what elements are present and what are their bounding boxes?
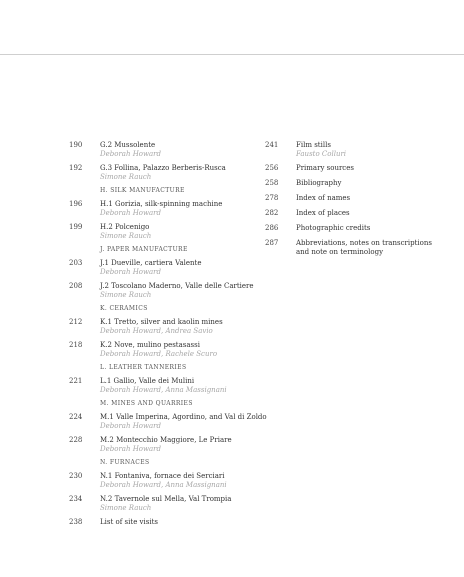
page-number: 199	[69, 223, 83, 231]
toc-left-column	[69, 141, 267, 533]
toc-entry[interactable]	[265, 239, 440, 257]
entry-title: N.1 Fontaniva, fornace dei Serciari	[100, 472, 225, 480]
toc-right-column	[265, 141, 440, 263]
page-number: 190	[69, 141, 83, 149]
page-number: 256	[265, 164, 279, 172]
section-heading-n-furnaces: N. FURNACES	[100, 459, 150, 466]
page-number: 221	[69, 377, 83, 385]
top-rule	[0, 54, 464, 55]
entry-title: Photographic credits	[296, 224, 371, 232]
toc-entry[interactable]	[69, 282, 264, 299]
toc-entry[interactable]	[69, 141, 264, 158]
toc-entry[interactable]	[265, 141, 440, 158]
entry-title: H.2 Polcenigo	[100, 223, 150, 231]
entry-title: K.2 Nove, mulino pestasassi	[100, 341, 200, 349]
toc-entry[interactable]	[69, 436, 264, 453]
entry-title: Primary sources	[296, 164, 354, 172]
entry-author: Simone Rauch	[100, 291, 152, 299]
toc-entry[interactable]	[265, 224, 440, 233]
section-heading-k-ceramics: K. CERAMICS	[100, 305, 148, 312]
toc-entry[interactable]	[69, 413, 267, 430]
entry-title: N.2 Tavernole sul Mella, Val Trompia	[100, 495, 232, 503]
section-heading-j-paper-manufacture: J. PAPER MANUFACTURE	[100, 246, 188, 253]
page-number: 286	[265, 224, 279, 232]
entry-title: M.2 Montecchio Maggiore, Le Priare	[100, 436, 232, 444]
toc-entry[interactable]	[265, 164, 440, 173]
entry-author: Deborah Howard	[100, 422, 162, 430]
page-number: 218	[69, 341, 83, 349]
entry-title: Abbreviations, notes on transcriptions and note on terminology	[296, 239, 432, 256]
entry-title: K.1 Tretto, silver and kaolin mines	[100, 318, 223, 326]
page-number: 238	[69, 518, 83, 526]
toc-entry[interactable]	[69, 518, 264, 527]
page-number: 230	[69, 472, 83, 480]
toc-entry[interactable]	[69, 472, 264, 489]
page-number: 203	[69, 259, 83, 267]
entry-author: Deborah Howard, Anna Massignani	[100, 386, 227, 394]
entry-title: H.1 Gorizia, silk-spinning machine	[100, 200, 223, 208]
toc-entry[interactable]	[265, 209, 440, 218]
entry-author: Deborah Howard	[100, 445, 162, 453]
entry-title: L.1 Gallio, Valle dei Mulini	[100, 377, 195, 385]
entry-title: Index of places	[296, 209, 350, 217]
entry-author: Simone Rauch	[100, 232, 152, 240]
page-number: 228	[69, 436, 83, 444]
entry-title: G.3 Follina, Palazzo Berberis-Rusca	[100, 164, 226, 172]
toc-entry[interactable]	[69, 164, 264, 181]
page-number: 282	[265, 209, 279, 217]
page-number: 208	[69, 282, 83, 290]
toc-entry[interactable]	[69, 318, 264, 335]
entry-author: Deborah Howard, Andrea Savio	[100, 327, 213, 335]
page-number: 234	[69, 495, 83, 503]
toc-entry[interactable]	[69, 200, 264, 217]
entry-author: Deborah Howard	[100, 268, 162, 276]
entry-title: J.1 Dueville, cartiera Valente	[100, 259, 202, 267]
toc-entry[interactable]	[69, 223, 264, 240]
entry-author: Deborah Howard	[100, 209, 162, 217]
entry-author: Simone Rauch	[100, 504, 152, 512]
page-number: 224	[69, 413, 83, 421]
toc-entry[interactable]	[69, 377, 264, 394]
entry-title: M.1 Valle Imperina, Agordino, and Val di Zoldo	[100, 413, 267, 421]
entry-title: Film stills	[296, 141, 331, 149]
entry-author: Deborah Howard, Anna Massignani	[100, 481, 227, 489]
section-heading-h-silk-manufacture: H. SILK MANUFACTURE	[100, 187, 185, 194]
section-heading-l-leather-tanneries: L. LEATHER TANNERIES	[100, 364, 187, 371]
entry-author: Fausto Colluri	[296, 150, 347, 158]
section-heading-m-mines-and-quarries: M. MINES AND QUARRIES	[100, 400, 193, 407]
entry-author: Deborah Howard	[100, 150, 162, 158]
toc-entry[interactable]	[69, 341, 264, 358]
page-number: 212	[69, 318, 83, 326]
entry-title: List of site visits	[100, 518, 158, 526]
entry-title: J.2 Toscolano Maderno, Valle delle Cartiere	[100, 282, 254, 290]
entry-title: Bibliography	[296, 179, 342, 187]
page-number: 192	[69, 164, 83, 172]
page-number: 287	[265, 239, 279, 247]
entry-author: Simone Rauch	[100, 173, 152, 181]
page-number: 258	[265, 179, 279, 187]
entry-title: G.2 Mussolente	[100, 141, 156, 149]
toc-entry[interactable]	[69, 495, 264, 512]
toc-entry[interactable]	[265, 194, 440, 203]
entry-title: Index of names	[296, 194, 351, 202]
page-number: 278	[265, 194, 279, 202]
page-number: 196	[69, 200, 83, 208]
toc-entry[interactable]	[265, 179, 440, 188]
page-number: 241	[265, 141, 279, 149]
entry-author: Deborah Howard, Rachele Scuro	[100, 350, 218, 358]
toc-entry[interactable]	[69, 259, 264, 276]
